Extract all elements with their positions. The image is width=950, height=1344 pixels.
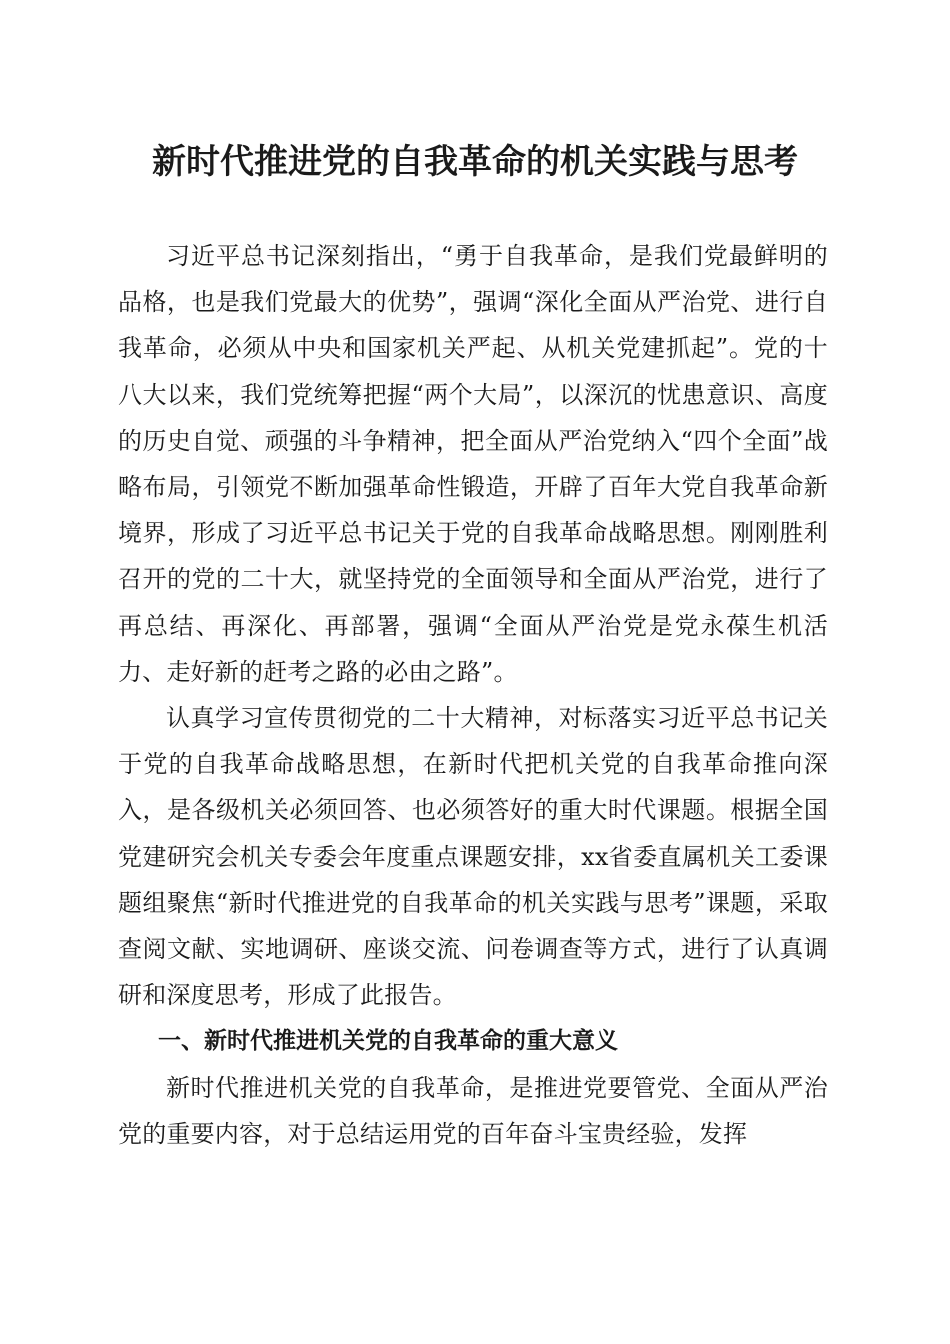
background-paragraph: 认真学习宣传贯彻党的二十大精神，对标落实习近平总书记关于党的自我革命战略思想，在新时代把机关党的自我革命推向深入，是各级机关必须回答、也必须答好的重大时代课题。根据全国党建研究会机关专委会年度重点课题安排，xx省委直属机关工委课题组聚焦“新时代推进党的自我革命的机关实践与思考”课题，采取查阅文献、实地调研、座谈交流、问卷调查等方式，进行了认真调研和深度思考，形成了此报告。	[118, 704, 828, 1010]
section-heading: 一、新时代推进机关党的自我革命的重大意义	[158, 1028, 618, 1055]
document-title: 新时代推进党的自我革命的机关实践与思考	[152, 142, 798, 182]
intro-paragraph: 习近平总书记深刻指出，“勇于自我革命，是我们党最鲜明的品格，也是我们党最大的优势”，强调“深化全面从严治党、进行自我革命，必须从中央和国家机关严起、从机关党建抓起”。党的十八大以来，我们党统筹把握“两个大局”，以深沉的忧患意识、高度的历史自觉、顽强的斗争精神，把全面从严治党纳入“四个全面”战略布局，引领党不断加强革命性锻造，开辟了百年大党自我革命新境界，形成了习近平总书记关于党的自我革命战略思想。刚刚胜利召开的党的二十大，就坚持党的全面领导和全面从严治党，进行了再总结、再深化、再部署，强调“全面从严治党是党永葆生机活力、走好新的赶考之路的必由之路”。	[118, 242, 828, 686]
section-paragraph: 新时代推进机关党的自我革命，是推进党要管党、全面从严治党的重要内容，对于总结运用党的百年奋斗宝贵经验，发挥	[118, 1073, 828, 1148]
document-body	[118, 233, 828, 1157]
